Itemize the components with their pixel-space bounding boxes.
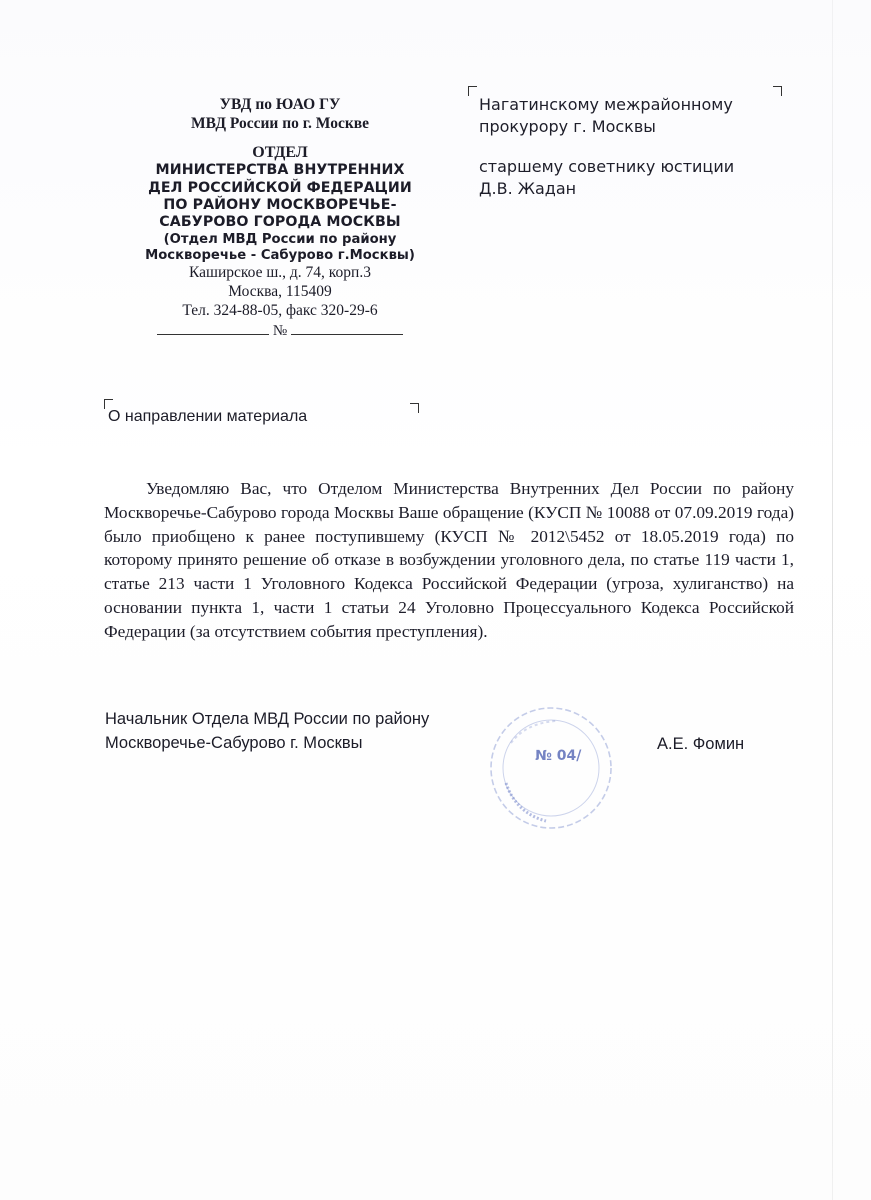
department-line: ДЕЛ РОССИЙСКОЙ ФЕДЕРАЦИИ [148,179,412,196]
number-blank [291,322,403,335]
subject-line: О направлении материала [108,408,308,425]
letter-body: Уведомляю Вас, что Отделом Министерства Внутренних Дел России по району Москворечье-Сабурово города Москвы Ваше обращение (КУСП № 10088 от 07.09.2019 года) было приобщено к ранее поступившему (КУСП № 2012\5452 от 18.05.2019 года) по которому принято решение об отказе в возбуждении уголовного дела, по статье 119 части 1, статье 213 части 1 Уголовного Кодекса Российской Федерации (угроза, хулиганство) на основании пункта 1, части 1 статьи 24 Уголовно Процессуального Кодекса Российской Федерации (за отсутствием события преступления). [104,479,794,641]
addressee-line: Д.В. Жадан [479,179,577,199]
outgoing-number-line [135,322,425,340]
address-street: Каширское ш., д. 74, корп.3 [189,263,371,281]
addressee-line: старшему советнику юстиции [479,157,735,177]
page-edge [832,0,833,1200]
addressee-block [479,94,779,200]
signatory-position [105,707,429,755]
signatory-position-line: Начальник Отдела МВД России по району [105,710,430,728]
date-blank [157,322,269,335]
letterhead [135,96,425,341]
addressee-bracket-left [468,86,477,96]
phone-fax: Тел. 324-88-05, факс 320-29-6 [182,301,378,319]
signatory-position-line: Москворечье-Сабурово г. Москвы [105,734,363,752]
number-sign: № [272,323,288,340]
department-abbreviation: (Отдел МВД России по району [163,231,397,247]
letterhead-line1: УВД по ЮАО ГУ [219,96,341,113]
addressee-line: прокурору г. Москвы [479,117,656,137]
stamp-number: № 04/ [535,748,582,764]
department-abbreviation: Москворечье - Сабурово г.Москвы) [145,247,415,263]
subject-bracket-right [410,403,419,413]
department-line: МИНИСТЕРСТВА ВНУТРЕННИХ [155,162,405,179]
addressee-line: Нагатинскому межрайонному [479,95,733,114]
official-stamp [486,703,616,833]
signatory-name: А.Е. Фомин [657,735,745,753]
department-title: ОТДЕЛ [252,143,308,161]
department-line: САБУРОВО ГОРОДА МОСКВЫ [159,214,401,231]
address-city: Москва, 115409 [228,282,332,300]
department-line: ПО РАЙОНУ МОСКВОРЕЧЬЕ- [163,196,397,213]
letterhead-line2: МВД России по г. Москве [190,114,370,132]
